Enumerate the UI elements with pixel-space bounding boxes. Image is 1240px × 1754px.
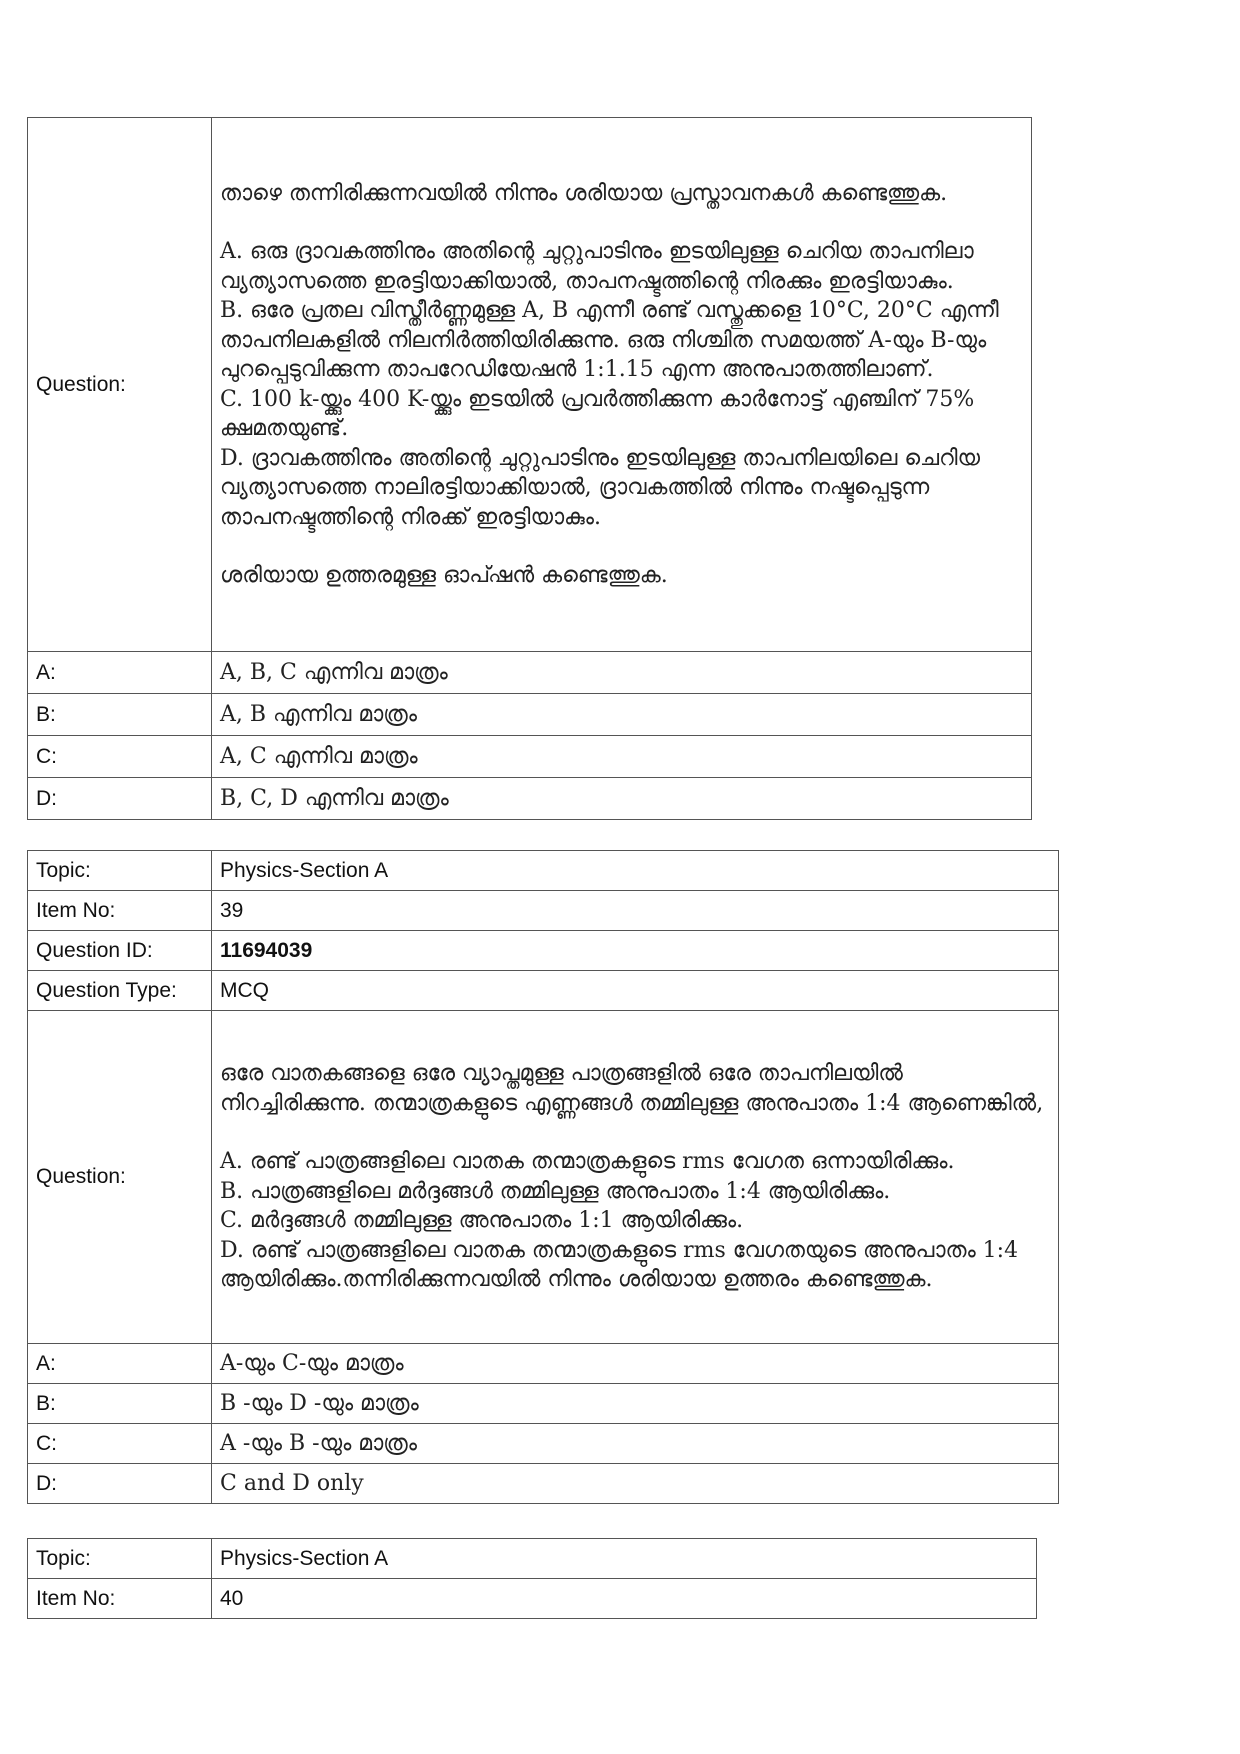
topic-row [28, 851, 1059, 891]
question-type-label: Question Type: [28, 971, 212, 1011]
question-table-40 [27, 1538, 1037, 1619]
question-table-39 [27, 850, 1059, 1504]
option-row-c [28, 736, 1032, 778]
option-text: A-യും C-യും മാത്രം [212, 1344, 1059, 1384]
option-row-d [28, 778, 1032, 820]
question-type-value: MCQ [212, 971, 1059, 1011]
option-text: A, B, C എന്നിവ മാത്രം [212, 652, 1032, 694]
option-row-b [28, 1384, 1059, 1424]
statement-a: A. ഒരു ദ്രാവകത്തിനും അതിന്റെ ചുറ്റുപാടിനും ഇടയിലുള്ള ചെറിയ താപനിലാ വ്യത്യാസത്തെ ഇരട്ടിയാക്കിയാൽ, താപനഷ്ടത്തിന്റെ നിരക്കും ഇരട്ടിയാകും. [220, 239, 974, 294]
question-type-row [28, 971, 1059, 1011]
item-no-label: Item No: [28, 891, 212, 931]
statement-d: D. ദ്രാവകത്തിനും അതിന്റെ ചുറ്റുപാടിനും ഇടയിലുള്ള താപനിലയിലെ ചെറിയ വ്യത്യാസത്തെ നാലിരട്ടിയാക്കിയാൽ, ദ്രാവകത്തിൽ നിന്നും നഷ്ടപ്പെടുന്ന താപനഷ്ടത്തിന്റെ നിരക്ക് ഇരട്ടിയാകും. [220, 445, 981, 530]
option-label: C: [28, 736, 212, 778]
statement-c: C. 100 k-യ്ക്കും 400 K-യ്ക്കും ഇടയിൽ പ്രവർത്തിക്കുന്ന കാർനോട്ട് എഞ്ചിന് 75% ക്ഷമതയുണ്ട്. [220, 386, 975, 441]
item-no-row [28, 891, 1059, 931]
item-no-row [28, 1579, 1037, 1619]
question-text [212, 118, 1032, 652]
topic-label: Topic: [28, 851, 212, 891]
option-text: A, C എന്നിവ മാത്രം [212, 736, 1032, 778]
statement-b: B. ഒരേ പ്രതല വിസ്തീർണ്ണമുള്ള A, B എന്നീ രണ്ട് വസ്തുക്കളെ 10°C, 20°C എന്നീ താപനിലകളിൽ നിലനിർത്തിയിരിക്കുന്നു. ഒരു നിശ്ചിത സമയത്ത് A-യും B-യും പുറപ്പെടുവിക്കുന്ന താപറേഡിയേഷൻ 1:1.15 എന്ന അനുപാതത്തിലാണ്. [220, 298, 999, 382]
question-label: Question: [28, 1011, 212, 1344]
option-label: D: [28, 778, 212, 820]
option-label: A: [28, 652, 212, 694]
topic-label: Topic: [28, 1539, 212, 1579]
item-no-value: 40 [212, 1579, 1037, 1619]
topic-value: Physics-Section A [212, 1539, 1037, 1579]
question-id-label: Question ID: [28, 931, 212, 971]
option-label: B: [28, 1384, 212, 1424]
question-row [28, 1011, 1059, 1344]
statement-b: B. പാത്രങ്ങളിലെ മർദ്ദങ്ങൾ തമ്മിലുള്ള അനുപാതം 1:4 ആയിരിക്കും. [220, 1178, 891, 1204]
option-row-c [28, 1424, 1059, 1464]
question-text [212, 1011, 1059, 1344]
question-intro: താഴെ തന്നിരിക്കുന്നവയിൽ നിന്നും ശരിയായ പ്രസ്താവനകൾ കണ്ടെത്തുക. [220, 180, 948, 206]
question-closing: ശരിയായ ഉത്തരമുള്ള ഓപ്ഷൻ കണ്ടെത്തുക. [220, 563, 668, 588]
question-id-value: 11694039 [212, 931, 1059, 971]
question-id-row [28, 931, 1059, 971]
statement-d: D. രണ്ട് പാത്രങ്ങളിലെ വാതക തന്മാത്രകളുടെ rms വേഗതയുടെ അനുപാതം 1:4 ആയിരിക്കും.തന്നിരിക്കുന്നവയിൽ നിന്നും ശരിയായ ഉത്തരം കണ്ടെത്തുക. [220, 1237, 1019, 1293]
option-row-b [28, 694, 1032, 736]
topic-value: Physics-Section A [212, 851, 1059, 891]
option-text: C and D only [212, 1464, 1059, 1504]
option-label: B: [28, 694, 212, 736]
option-text: B -യും D -യും മാത്രം [212, 1384, 1059, 1424]
question-label: Question: [28, 118, 212, 652]
question-table-38 [27, 117, 1032, 820]
question-intro: ഒരേ വാതകങ്ങളെ ഒരേ വ്യാപ്തമുള്ള പാത്രങ്ങളിൽ ഒരേ താപനിലയിൽ നിറച്ചിരിക്കുന്നു. തന്മാത്രകളുടെ എണ്ണങ്ങൾ തമ്മിലുള്ള അനുപാതം 1:4 ആണെങ്കിൽ, [220, 1061, 1044, 1116]
option-label: A: [28, 1344, 212, 1384]
option-text: A, B എന്നിവ മാത്രം [212, 694, 1032, 736]
option-row-a [28, 652, 1032, 694]
statement-a: A. രണ്ട് പാത്രങ്ങളിലെ വാതക തന്മാത്രകളുടെ rms വേഗത ഒന്നായിരിക്കും. [220, 1149, 955, 1175]
option-row-a [28, 1344, 1059, 1384]
item-no-value: 39 [212, 891, 1059, 931]
statement-c: C. മർദ്ദങ്ങൾ തമ്മിലുള്ള അനുപാതം 1:1 ആയിരിക്കും. [220, 1208, 744, 1234]
option-label: C: [28, 1424, 212, 1464]
topic-row [28, 1539, 1037, 1579]
option-text: B, C, D എന്നിവ മാത്രം [212, 778, 1032, 820]
option-row-d [28, 1464, 1059, 1504]
option-text: A -യും B -യും മാത്രം [212, 1424, 1059, 1464]
item-no-label: Item No: [28, 1579, 212, 1619]
option-label: D: [28, 1464, 212, 1504]
